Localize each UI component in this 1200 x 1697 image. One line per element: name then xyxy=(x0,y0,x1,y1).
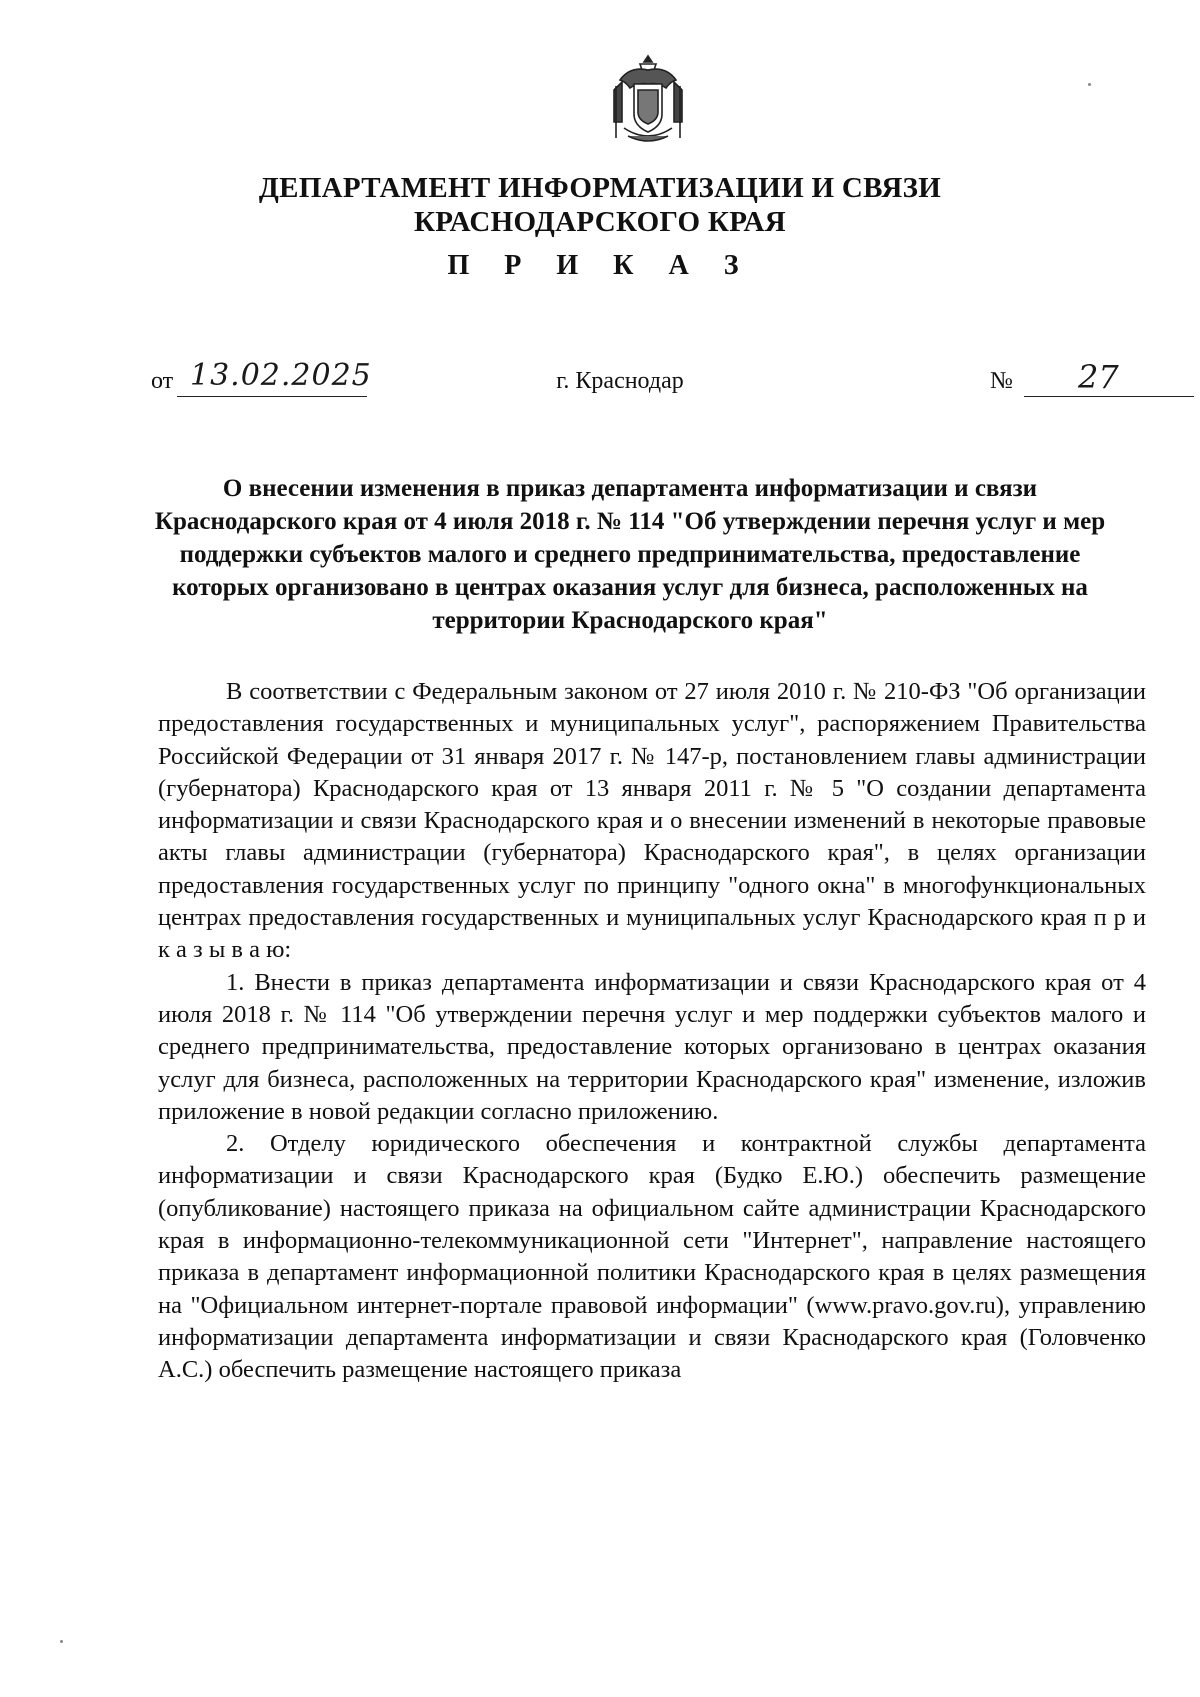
number-underline xyxy=(1024,396,1194,397)
item-1-paragraph: 1. Внести в приказ департамента информатизации и связи Краснодарского края от 4 июля 2018 г. № 114 "Об утверждении перечня услуг и мер поддержки субъектов малого и среднего предпринимательства, предоставление которых организовано в центрах оказания услуг для бизнеса, расположенных на территории Краснодарского края" изменение, изложив приложение в новой редакции согласно приложению. xyxy=(158,968,1146,1125)
scan-speck xyxy=(60,1640,63,1643)
handwritten-date: 13.02.2025 xyxy=(190,358,372,393)
city-name: г. Краснодар xyxy=(556,368,684,394)
item-2-paragraph: 2. Отделу юридического обеспечения и контрактной службы департамента информатизации и связи Краснодарского края (Будко Е.Ю.) обеспечить размещение (опубликование) настоящего приказа на официальном сайте администрации Краснодарского края в информационно-телекоммуникационной сети "Интернет", направление настоящего приказа в департамент информационной политики Краснодарского края в целях размещения на "Официальном интернет-портале правовой информации" (www.pravo.gov.ru), управлению информатизации департамента информатизации и связи Краснодарского края (Головченко А.С.) обеспечить размещение настоящего приказа xyxy=(158,1130,1146,1384)
number-label: № xyxy=(990,368,1013,394)
coat-of-arms-emblem xyxy=(600,50,696,150)
date-label: от xyxy=(151,368,174,394)
order-body xyxy=(158,676,1146,1387)
document-type: П Р И К А З xyxy=(447,250,753,281)
handwritten-number: 27 xyxy=(1078,358,1119,396)
order-title: О внесении изменения в приказ департамента информатизации и связи Краснодарского края от 4 июля 2018 г. № 114 "Об утверждении перечня услуг и мер поддержки субъектов малого и среднего предпринимательства, предоставление которых организовано в центрах оказания услуг для бизнеса, расположенных на территории Краснодарского края" xyxy=(154,475,1106,634)
preamble-paragraph: В соответствии с Федеральным законом от 27 июля 2010 г. № 210-ФЗ "Об организации предоставления государственных и муниципальных услуг", распоряжением Правительства Российской Федерации от 31 января 2017 г. № 147-р, постановлением главы администрации (губернатора) Краснодарского края от 13 января 2011 г. № 5 "О создании департамента информатизации и связи Краснодарского края и о внесении изменений в некоторые правовые акты главы администрации (губернатора) Краснодарского края", в целях организации предоставления государственных услуг по принципу "одного окна" в многофункциональных центрах предоставления государственных и муниципальных услуг Краснодарского края п р и к а з ы в а ю: xyxy=(158,678,1146,964)
scan-speck xyxy=(1088,83,1091,86)
date-underline xyxy=(177,396,367,397)
department-name-line2: КРАСНОДАРСКОГО КРАЯ xyxy=(413,206,787,238)
department-name-line1: ДЕПАРТАМЕНТ ИНФОРМАТИЗАЦИИ И СВЯЗИ xyxy=(258,172,942,204)
